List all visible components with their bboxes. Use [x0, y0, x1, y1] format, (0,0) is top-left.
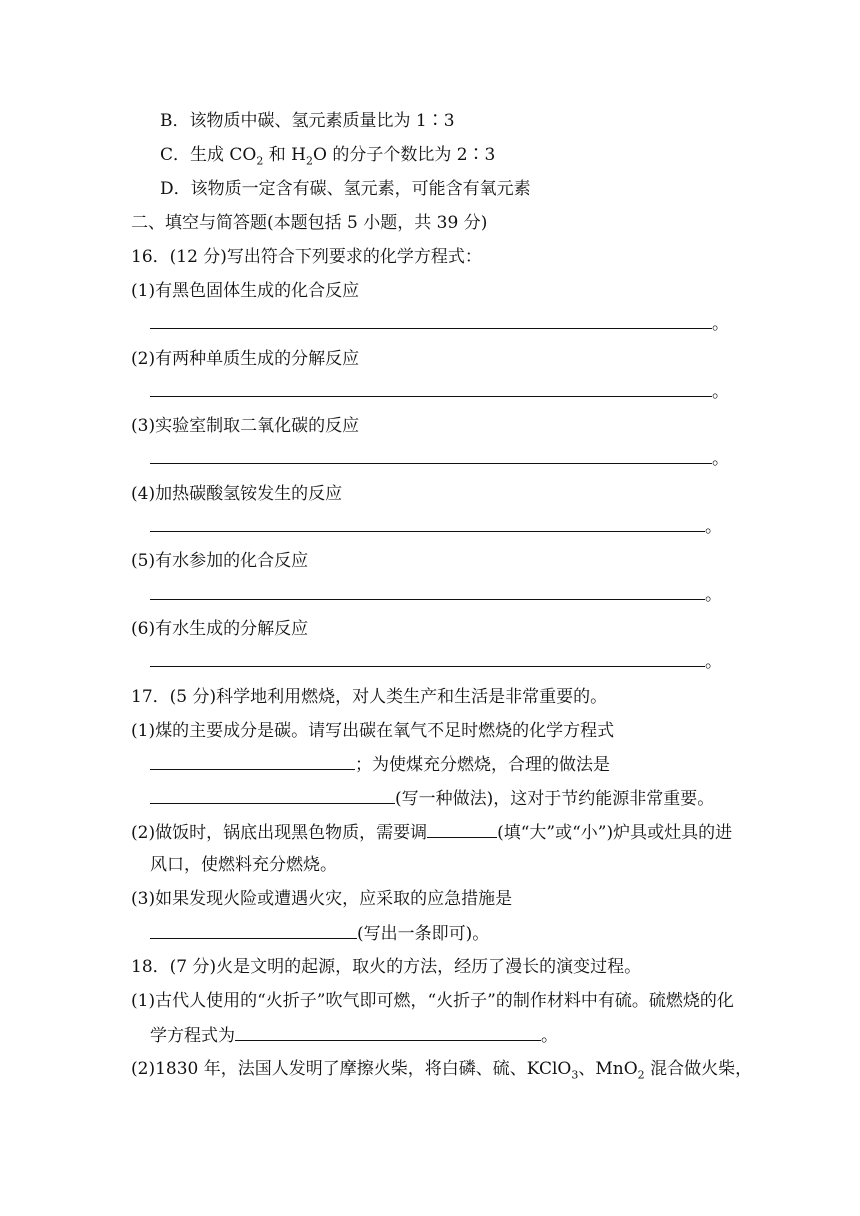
q18-p1-line2-before: 学方程式为 [150, 1026, 235, 1046]
answer-blank[interactable] [150, 787, 395, 804]
q17-p1-line3 [150, 787, 714, 810]
choice-c-mid: 和 H [263, 145, 306, 165]
q16-item-4-answer [150, 516, 722, 538]
choice-d: D．该物质一定含有碳、氢元素，可能含有氧元素 [160, 179, 531, 199]
q18-title: 18．(7 分)火是文明的起源，取火的方法，经历了漫长的演变过程。 [131, 957, 642, 977]
line-end: 。 [705, 585, 722, 605]
answer-blank[interactable] [150, 516, 705, 532]
line-end: 。 [705, 517, 722, 537]
q18-p2-prefix: (2)1830 年，法国人发明了摩擦火柴，将白磷、硫、KClO [131, 1059, 572, 1079]
q16-item-6-answer [150, 651, 722, 673]
q17-p3-line2-text: (写出一条即可)。 [357, 924, 490, 944]
line-end: 。 [712, 382, 729, 402]
choice-c [160, 144, 495, 166]
q17-p2-before: (2)做饭时，锅底出现黑色物质，需要调 [131, 823, 428, 843]
choice-c-suffix: O 的分子个数比为 2∶3 [313, 145, 496, 165]
answer-blank[interactable] [235, 1024, 541, 1041]
q17-p2-line2: 风口，使燃料充分燃烧。 [150, 855, 337, 875]
q18-p2-sub1: 3 [571, 1068, 579, 1082]
answer-blank[interactable] [427, 821, 497, 838]
q17-p3-line2 [150, 922, 489, 945]
q18-p1-line2 [150, 1024, 558, 1047]
q16-item-6-label: (6)有水生成的分解反应 [131, 619, 309, 639]
q16-item-5-answer [150, 584, 722, 606]
q17-p2-after: (填“大”或“小”)炉具或灶具的进 [497, 823, 733, 843]
section-heading: 二、填空与简答题(本题包括 5 小题，共 39 分) [131, 213, 488, 233]
choice-c-prefix: C．生成 CO [160, 145, 257, 165]
answer-blank[interactable] [150, 313, 712, 329]
q16-item-1-label: (1)有黑色固体生成的化合反应 [131, 281, 360, 301]
q17-p1-line2-text: ；为使煤充分燃烧，合理的做法是 [355, 755, 610, 775]
answer-blank[interactable] [150, 448, 712, 464]
q18-p1-line1: (1)古代人使用的“火折子”吹气即可燃，“火折子”的制作材料中有硫。硫燃烧的化 [131, 991, 734, 1011]
q17-p1-line3-text: (写一种做法)，这对于节约能源非常重要。 [395, 789, 715, 809]
q17-p2-line1 [131, 821, 732, 844]
q17-p1-line1: (1)煤的主要成分是碳。请写出碳在氧气不足时燃烧的化学方程式 [131, 721, 615, 741]
line-end: 。 [712, 449, 729, 469]
q16-item-4-label: (4)加热碳酸氢铵发生的反应 [131, 484, 343, 504]
q16-item-2-answer [150, 381, 729, 403]
q17-title: 17．(5 分)科学地利用燃烧，对人类生产和生活是非常重要的。 [131, 687, 608, 707]
answer-blank[interactable] [150, 753, 355, 770]
answer-blank[interactable] [150, 584, 705, 600]
q18-p2-line1 [131, 1058, 752, 1080]
line-end: 。 [712, 314, 729, 334]
q18-p2-sub2: 2 [637, 1068, 645, 1082]
answer-blank[interactable] [150, 651, 705, 667]
answer-blank[interactable] [150, 922, 357, 939]
choice-c-sub2: 2 [306, 154, 313, 168]
q16-item-5-label: (5)有水参加的化合反应 [131, 551, 309, 571]
choice-c-sub1: 2 [256, 154, 264, 168]
line-end: 。 [705, 652, 722, 672]
q16-item-1-answer [150, 313, 729, 335]
q18-p1-line2-after: 。 [541, 1026, 558, 1046]
choice-b: B．该物质中碳、氢元素质量比为 1∶3 [160, 111, 455, 131]
q16-item-3-label: (3)实验室制取二氧化碳的反应 [131, 416, 360, 436]
q16-title: 16．(12 分)写出符合下列要求的化学方程式： [131, 247, 482, 267]
q16-item-3-answer [150, 448, 729, 470]
q17-p3-line1: (3)如果发现火险或遭遇火灾，应采取的应急措施是 [131, 889, 513, 909]
answer-blank[interactable] [150, 381, 712, 397]
q18-p2-mid: 、MnO [578, 1059, 638, 1079]
q18-p2-suffix: 混合做火柴， [644, 1059, 753, 1079]
q16-item-2-label: (2)有两种单质生成的分解反应 [131, 349, 360, 369]
q17-p1-line2 [150, 753, 610, 776]
